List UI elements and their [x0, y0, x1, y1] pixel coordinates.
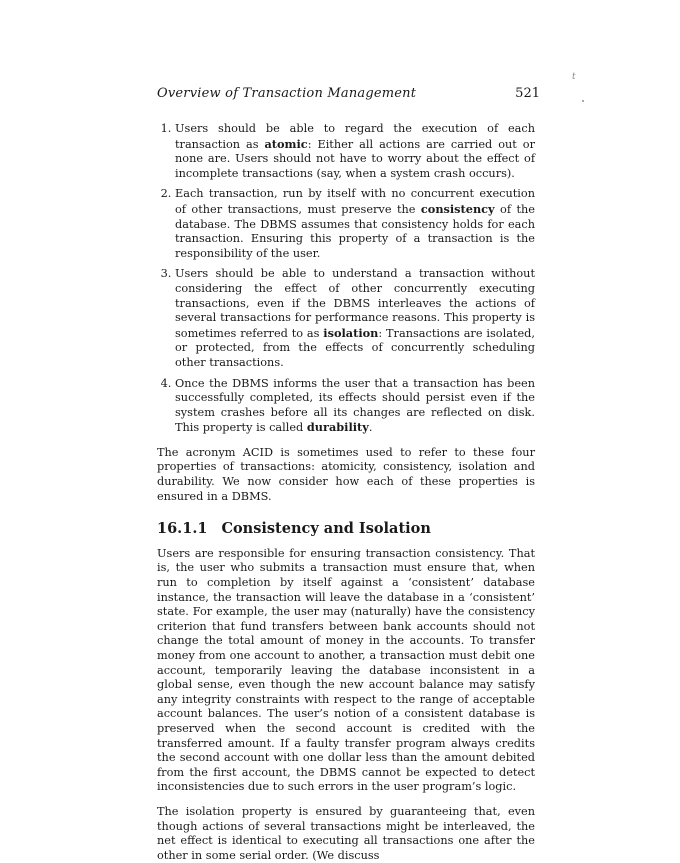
running-title: Overview of Transaction Management — [157, 86, 417, 101]
term-isolation: isolation — [323, 325, 379, 340]
margin-mark: t — [572, 72, 576, 82]
list-item-durability: 4. Once the DBMS informs the user that a transaction has been successfully completed, its effects should persist even if the system crashes before all its changes are reflected on disk. This property is called durability. — [175, 377, 535, 436]
isolation-paragraph: The isolation property is ensured by guaranteeing that, even though actions of several transactions might be interleaved, the net effect is identical to executing all transactions one after the other in some serial order. (We discuss — [157, 804, 535, 862]
page-number: 521 — [515, 86, 540, 101]
section-number: 16.1.1 — [157, 520, 208, 538]
section-heading — [157, 522, 535, 537]
running-header — [157, 86, 540, 101]
acid-paragraph: The acronym ACID is sometimes used to refer to these four properties of transactions: atomicity, consistency, isolation and durability. We now consider how each of these properties is ensured in a DBMS. — [157, 445, 535, 503]
acid-property-list — [157, 122, 535, 436]
term-consistency: consistency — [420, 201, 495, 216]
list-item-consistency: 2. Each transaction, run by itself with no concurrent execution of other transactions, must preserve the consistency of the database. The DBMS assumes that consistency holds for each transaction. Ensuring this property of a transaction is the responsibility of the user. — [175, 187, 535, 261]
page-body — [157, 122, 535, 863]
section-title: Consistency and Isolation — [221, 520, 431, 538]
term-durability: durability — [306, 420, 369, 435]
term-atomic: atomic — [264, 136, 308, 151]
list-item-isolation: 3. Users should be able to understand a transaction without considering the effect of other concurrently executing transactions, even if the DBMS interleaves the actions of several transactions for performance reasons. This property is sometimes referred to as isolation: Transactions are isolated, or protected, from the effects of concurrently scheduling other transactions. — [175, 267, 535, 370]
consistency-paragraph: Users are responsible for ensuring transaction consistency. That is, the user who submits a transaction must ensure that, when run to completion by itself against a ‘consistent’ database instance, the transaction will leave the database in a ‘consistent’ state. For example, the user may (naturally) have the consistency criterion that fund transfers between bank accounts should not change the total amount of money in the accounts. To transfer money from one account to another, a transaction must debit one account, temporarily leaving the database inconsistent in a global sense, even though the new account balance may satisfy any integrity constraints with respect to the range of acceptable account balances. The user’s notion of a consistent database is preserved when the second account is credited with the transferred amount. If a faulty transfer program always credits the second account with one dollar less than the amount debited from the first account, the DBMS cannot be expected to detect inconsistencies due to such errors in the user program’s logic. — [157, 546, 535, 794]
scan-speck — [582, 100, 584, 102]
list-item-atomicity: 1. Users should be able to regard the execution of each transaction as atomic: Either all actions are carried out or none are. Users should not have to worry about the effect of incomplete transactions (say, when a system crash occurs). — [175, 122, 535, 181]
